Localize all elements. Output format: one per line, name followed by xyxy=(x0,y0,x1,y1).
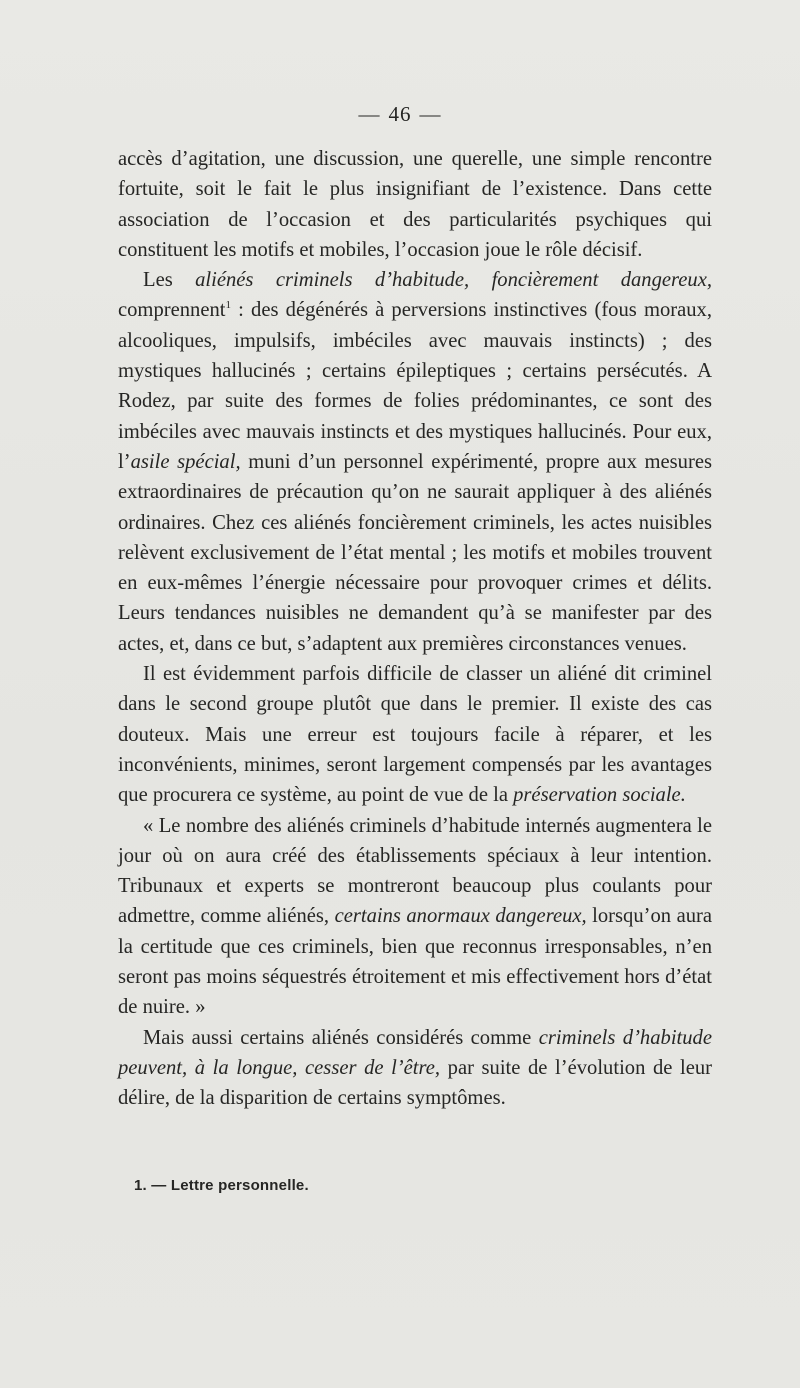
header-dash-right: — xyxy=(419,102,442,126)
page-number: 46 xyxy=(388,102,412,126)
paragraph-1: accès d’agitation, une discussion, une querelle, une simple rencontre fortuite, soit le fait le plus insignifiant de l’existence. Dans cette association de l’occasion et des particularités psychiques qui constituent les motifs et mobiles, l’occasion joue le rôle décisif. xyxy=(118,148,712,261)
p2-emphasis-1: aliénés criminels d’habitude, foncièrement dangereux, xyxy=(195,269,712,292)
paragraph-2 xyxy=(118,265,712,659)
header-dash-left: — xyxy=(358,102,381,126)
paragraph-3 xyxy=(118,659,712,810)
paragraph-4 xyxy=(118,811,712,1023)
p3-emphasis: préservation sociale. xyxy=(513,784,686,807)
p5-emphasis: criminels d’habitude peuvent, à la longue, cesser de l’être, xyxy=(118,1026,712,1079)
page-header xyxy=(0,102,800,127)
footnote-reference: 1 xyxy=(225,299,232,312)
p2-text-c: : des dégénérés à perversions instinctives (fous moraux, alcooliques, impulsifs, imbéciles avec mauvais instincts) ; des mystiques hallucinés ; certains épileptiques ; certains persécutés. A Rodez, par suite des formes de folies prédominantes, ce sont des imbéciles avec mauvais instincts et des mystiques hallucinés. Pour eux, l’ xyxy=(118,299,712,473)
p5-text-b: par suite de l’évolution de leur délire, de la disparition de certains symptômes. xyxy=(118,1056,712,1110)
p3-text-a: Il est évidemment parfois difficile de classer un aliéné dit criminel dans le second groupe plutôt que dans le premier. Il existe des cas douteux. Mais une erreur est toujours facile à réparer, et les inconvénients, minimes, seront largement compensés par les avantages que procurera ce système, au point de vue de la xyxy=(118,663,712,807)
p5-text-a: Mais aussi certains aliénés considérés comme xyxy=(143,1026,539,1049)
p2-text-b: comprennent xyxy=(118,299,226,322)
paragraph-5 xyxy=(118,1023,712,1114)
p4-emphasis: certains anormaux dangereux, xyxy=(334,905,587,928)
p4-text-b: lorsqu’on aura la certitude que ces criminels, bien que reconnus irresponsables, n’en seront pas moins séquestrés étroitement et mis effectivement hors d’état de nuire. » xyxy=(118,905,713,1019)
p2-text-d: muni d’un personnel expérimenté, propre aux mesures extraordinaires de précaution qu’on ne saurait appliquer à des aliénés ordinaires. Chez ces aliénés foncièrement criminels, les actes nuisibles relèvent exclusivement de l’état mental ; les motifs et mobiles trouvent en eux-mêmes l’énergie nécessaire pour provoquer crimes et délits. Leurs tendances nuisibles ne demandent qu’à se manifester par des actes, et, dans ce but, s’adaptent aux premières circonstances venues. xyxy=(118,450,712,655)
p2-emphasis-2: asile spécial, xyxy=(130,450,241,473)
body-text xyxy=(118,144,712,1114)
footnote: 1. — Lettre personnelle. xyxy=(134,1177,309,1194)
p2-text-a: Les xyxy=(143,269,196,292)
p4-text-a: « Le nombre des aliénés criminels d’habitude internés augmentera le jour où on aura créé des établissements spéciaux à leur intention. Tribunaux et experts se montreront beaucoup plus coulants pour admettre, comme aliénés, xyxy=(118,814,712,928)
